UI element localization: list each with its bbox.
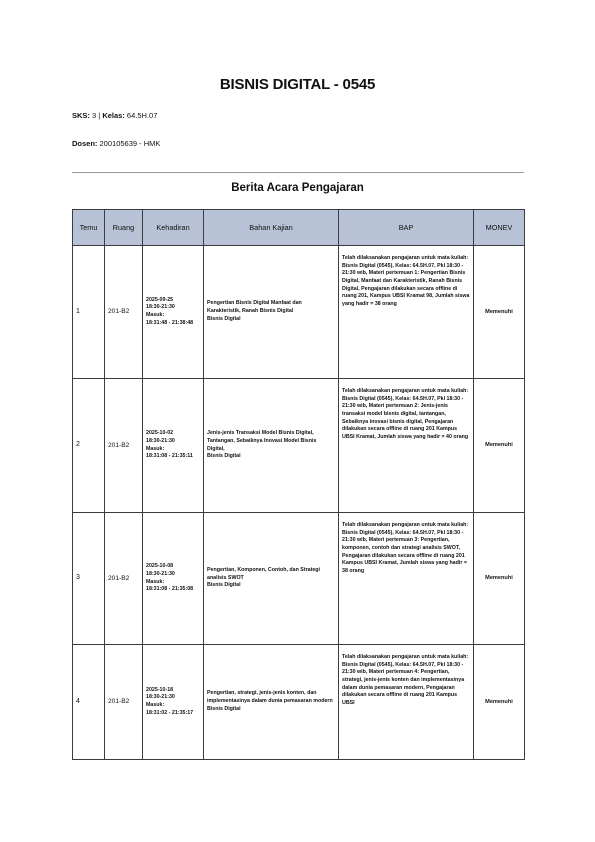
temu-cell: 3: [73, 513, 105, 645]
bahan-text: Pengertian Bisnis Digital Manfaat dan Karakteristik, Ranah Bisnis Digital: [207, 300, 302, 315]
ruang-cell: 201-B2: [105, 379, 143, 513]
dosen-label: Dosen:: [72, 139, 98, 148]
bahan-subject: Bisnis Digital: [207, 453, 241, 460]
lecturer-meta: [72, 139, 160, 148]
kehadiran-label: Masuk:: [146, 312, 165, 318]
header-bahan-kajian: Bahan Kajian: [204, 210, 339, 246]
kehadiran-label: Masuk:: [146, 578, 165, 585]
kelas-label: Kelas:: [102, 111, 125, 120]
bahan-subject: Bisnis Digital: [207, 315, 241, 322]
table-row: [73, 379, 525, 513]
table-row: [73, 246, 525, 379]
table-row: [73, 645, 525, 760]
bahan-cell: [204, 246, 339, 379]
kehadiran-range: 18:31:48 - 21:38:48: [146, 319, 194, 326]
header-bap: BAP: [339, 210, 474, 246]
dosen-value: 200105639 - HMK: [99, 139, 161, 148]
bap-cell: Telah dilaksanakan pengajaran untuk mata kuliah: Bisnis Digital (0545), Kelas: 64.5H.07, Pkl 18:30 - 21:30 wib, Materi pertemuan 4: Pengertian, strategi, jenis-jenis konten dan implementasinya dalam dunia pemasaran modern, Pengajaran dilakukan secara offline di ruang 201 Kampus UBSI: [339, 645, 474, 760]
section-title: Berita Acara Pengajaran: [231, 182, 364, 194]
ruang-cell: 201-B2: [105, 513, 143, 645]
bap-table: [72, 209, 525, 760]
temu-cell: 1: [73, 246, 105, 379]
bahan-cell: [204, 513, 339, 645]
kehadiran-cell: [143, 645, 204, 760]
kehadiran-range: 18:31:08 - 21:35:08: [146, 586, 194, 593]
bahan-text: Jenis-jenis Transaksi Model Bisnis Digital, Tantangan, Sebaiknya Inovasi Model Bisnis Digital,: [207, 430, 317, 452]
kehadiran-label: Masuk:: [146, 702, 165, 708]
kehadiran-cell: [143, 513, 204, 645]
bahan-text: Pengertian, Komponen, Contoh, dan Strategi analisis SWOT: [207, 566, 321, 581]
kehadiran-cell: [143, 246, 204, 379]
bap-cell: Telah dilaksanakan pengajaran untuk mata kuliah: Bisnis Digital (0545), Kelas: 64.5H.07, Pkl 18:30 - 21:30 wib, Materi pertemuan 3: Pengertian, komponen, contoh dan strategi analisis SWOT, Pengajaran dilakukan secara offline di ruang 201 Kampus UBSI Kramat, Jumlah siswa yang hadir = 38 orang: [339, 513, 474, 645]
kelas-value: 64.5H.07: [126, 111, 158, 120]
kehadiran-range: 18:31:08 - 21:35:11: [146, 453, 193, 460]
bahan-text: Pengertian, strategi, jenis-jenis konten, dan implementasinya dalam dunia pemasaran modern: [207, 690, 333, 705]
ruang-cell: 201-B2: [105, 645, 143, 760]
course-meta: [72, 111, 157, 120]
table-header-row: [73, 210, 525, 246]
monev-cell: Memenuhi: [474, 513, 525, 645]
bahan-subject: Bisnis Digital: [207, 582, 241, 589]
bahan-subject: Bisnis Digital: [207, 705, 241, 712]
divider: [72, 172, 524, 173]
header-kehadiran: Kehadiran: [143, 210, 204, 246]
temu-cell: 2: [73, 379, 105, 513]
monev-cell: Memenuhi: [474, 379, 525, 513]
kehadiran-cell: [143, 379, 204, 513]
bap-cell: Telah dilaksanakan pengajaran untuk mata kuliah: Bisnis Digital (0545), Kelas: 64.5H.07, Pkl 18:30 - 21:30 wib, Materi pertemuan 2: Jenis-jenis transaksi model bisnis digital, tantangan, Sebaiknya inovasi bisnis digital, Pengajaran dilakukan secara offline di ruang 201 Kampus UBSI Kramat, Jumlah siswa yang hadir = 40 orang: [339, 379, 474, 513]
kehadiran-date: 2025-09-25: [146, 296, 174, 303]
temu-cell: 4: [73, 645, 105, 760]
sks-label: SKS:: [72, 111, 90, 120]
monev-cell: Memenuhi: [474, 246, 525, 379]
kehadiran-range: 18:31:02 - 21:35:17: [146, 709, 194, 716]
kehadiran-date: 2025-10-08: [146, 563, 174, 570]
header-ruang: Ruang: [105, 210, 143, 246]
kehadiran-time: 18:30-21:30: [146, 694, 175, 701]
bap-cell: Telah dilaksanakan pengajaran untuk mata kuliah: Bisnis Digital (0545), Kelas: 64.5H.07, Pkl 18:30 - 21:30 wib, Materi pertemuan 1: Pengertian Bisnis Digital, Manfaat dan Karakteristik, Ranah Bisnis Digital, Pengajaran dilakukan secara offline di ruang 201, Kampus UBSI Kramat 98, Jumlah siswa yang hadir = 38 orang: [339, 246, 474, 379]
ruang-cell: 201-B2: [105, 246, 143, 379]
monev-cell: Memenuhi: [474, 645, 525, 760]
page-title: BISNIS DIGITAL - 0545: [219, 76, 376, 93]
kehadiran-time: 18:30-21:30: [146, 304, 175, 311]
kehadiran-time: 18:30-21:30: [146, 570, 175, 577]
kehadiran-date: 2025-10-02: [146, 430, 174, 437]
header-temu: Temu: [73, 210, 105, 246]
kehadiran-time: 18:30-21:30: [146, 437, 175, 444]
table-row: [73, 513, 525, 645]
kehadiran-label: Masuk:: [146, 445, 165, 452]
sks-value: 3 |: [92, 111, 101, 120]
bahan-cell: [204, 379, 339, 513]
header-monev: MONEV: [474, 210, 525, 246]
kehadiran-date: 2025-10-18: [146, 686, 174, 693]
bahan-cell: [204, 645, 339, 760]
